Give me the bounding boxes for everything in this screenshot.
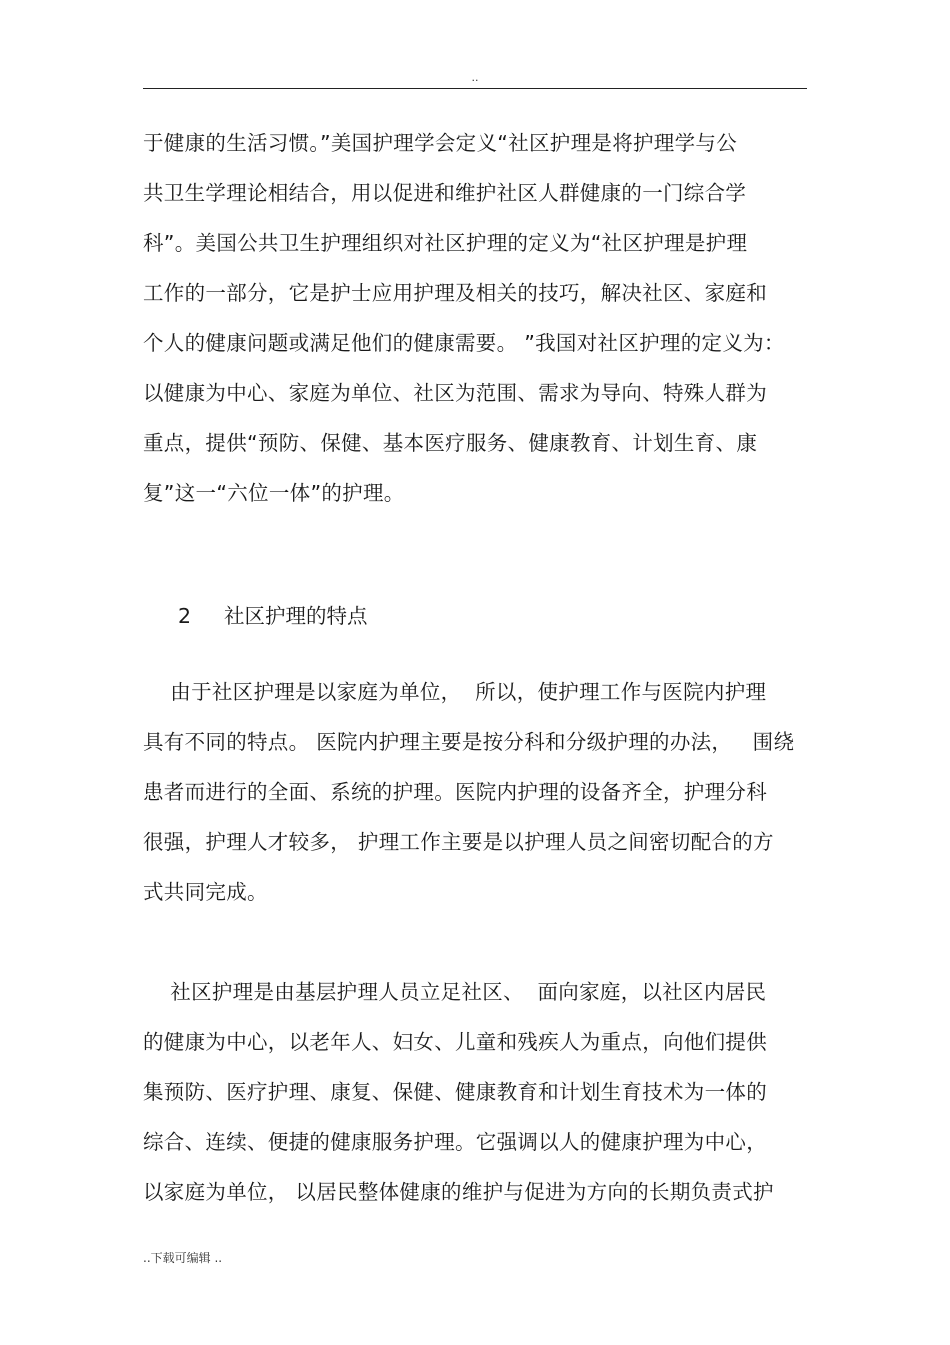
text-line: 以家庭为单位， 以居民整体健康的维护与促进为方向的长期负责式护	[143, 1180, 774, 1204]
text-line: 很强，护理人才较多， 护理工作主要是以护理人员之间密切配合的方	[143, 830, 774, 854]
section-heading	[165, 580, 368, 628]
text-line: 患者而进行的全面、系统的护理。医院内护理的设备齐全，护理分科	[143, 780, 767, 804]
text-line: 由于社区护理是以家庭为单位， 所以，使护理工作与医院内护理	[143, 680, 767, 704]
text-line: 综合、连续、便捷的健康服务护理。它强调以人的健康护理为中心，	[143, 1130, 767, 1154]
section-number: 2	[178, 604, 192, 628]
text-line: 科”。美国公共卫生护理组织对社区护理的定义为“社区护理是护理	[143, 231, 748, 255]
text-line: 工作的一部分，它是护士应用护理及相关的技巧，解决社区、家庭和	[143, 281, 767, 305]
text-line: 集预防、医疗护理、康复、保健、健康教育和计划生育技术为一体的	[143, 1080, 767, 1104]
text-line: 社区护理是由基层护理人员立足社区、 面向家庭，以社区内居民	[143, 980, 767, 1004]
text-line: 于健康的生活习惯。”美国护理学会定义“社区护理是将护理学与公	[143, 131, 737, 155]
text-line: 式共同完成。	[143, 880, 268, 904]
text-line: 个人的健康问题或满足他们的健康需要。 ”我国对社区护理的定义为：	[143, 331, 785, 355]
header-rule	[143, 88, 807, 89]
section-title: 社区护理的特点	[224, 604, 368, 628]
text-line: 复”这一“六位一体”的护理。	[143, 481, 405, 505]
text-line: 具有不同的特点。 医院内护理主要是按分科和分级护理的办法， 围绕	[143, 730, 795, 754]
page-header-mark: ..	[471, 71, 479, 84]
text-line: 重点，提供“预防、保健、基本医疗服务、健康教育、计划生育、康	[143, 431, 758, 455]
text-line: 的健康为中心，以老年人、妇女、儿童和残疾人为重点，向他们提供	[143, 1030, 767, 1054]
text-line: 共卫生学理论相结合，用以促进和维护社区人群健康的一门综合学	[143, 181, 747, 205]
text-line: 以健康为中心、家庭为单位、社区为范围、需求为导向、特殊人群为	[143, 381, 767, 405]
page-footer: ..下载可编辑 ..	[143, 1251, 223, 1265]
